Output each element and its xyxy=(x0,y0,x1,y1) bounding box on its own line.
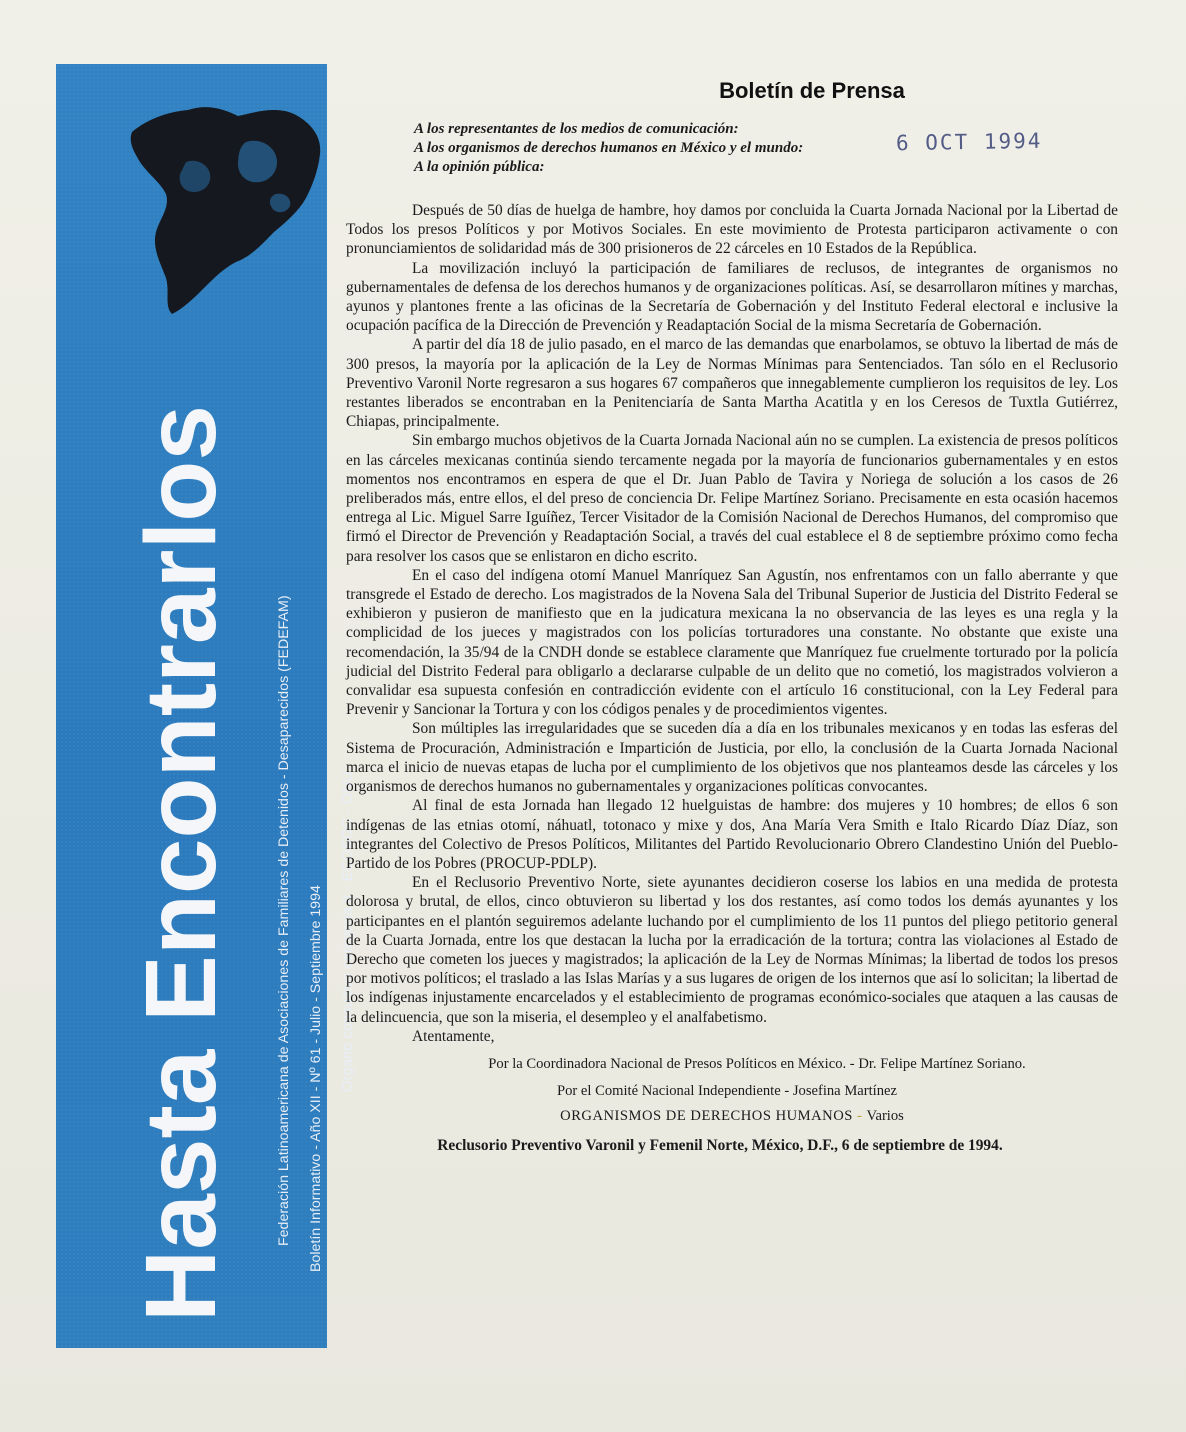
addressee-line: A los organismos de derechos humanos en México y el mundo: xyxy=(414,140,804,156)
paragraph: Sin embargo muchos objetivos de la Cuarta Jornada Nacional aún no se cumplen. La existencia de presos políticos en las cárceles mexicanas continúa siendo tercamente negada por la mayoría de funcionarios gubernamentales y en estos momentos nos encontramos en espera de que el Dr. Juan Pablo de Tavira y Noriega de solución a los casos de 26 preliberados más, entre ellos, el del preso de conciencia Dr. Felipe Martínez Soriano. Precisamente en esta ocasión hacemos entrega al Lic. Miguel Sarre Iguíñez, Tercer Visitador de la Comisión Nacional de Derechos Humanos, del compromiso que firmó el Director de Prevención y Readaptación Social, a través del cual establece el 8 de septiembre próximo como fecha para resolver los casos que se enlistaron en dicho escrito. xyxy=(346,432,1118,565)
page-title: Boletín de Prensa xyxy=(719,78,905,103)
consultative-status: Organo consultivo categoría II - ECOSOC - ONU xyxy=(340,771,356,1092)
signature-dash: - xyxy=(852,1107,867,1124)
latin-america-map-icon xyxy=(126,102,326,322)
addressee-line: A los representantes de los medios de comunicación: xyxy=(414,121,739,137)
signature-line xyxy=(346,1108,1118,1125)
paragraph: En el caso del indígena otomí Manuel Manríquez San Agustín, nos enfrentamos con un fallo aberrante y que transgrede el Estado de derecho. Los magistrados de la Novena Sala del Tribunal Superior de Justicia del Distrito Federal se exhibieron y pusieron de manifiesto que en la judicatura mexicana la no observancia de las leyes es una regla y la complicidad de los jueces y magistrados con los policías torturadores una constante. No obstante que existe una recomendación, la 35/94 de la CNDH donde se establece claramente que Manríquez fue cruelmente torturado por la policía judicial del Distrito Federal para obligarlo a declararse culpable de un delito que no cometió, los magistrados volvieron a convalidar esa supuesta confesión en contradicción evidente con el artículo 16 constitucional, con la Ley Federal para Prevenir y Sancionar la Tortura y con los códigos penales y de procedimientos vigentes. xyxy=(346,566,1118,719)
body-text xyxy=(346,201,1118,1027)
dateline: Reclusorio Preventivo Varonil y Femenil Norte, México, D.F., 6 de septiembre de 1994. xyxy=(437,1136,1003,1154)
signature-org: ORGANISMOS DE DERECHOS HUMANOS xyxy=(560,1107,853,1124)
federation-name: Federación Latinoamericana de Asociaciones de Familiares de Detenidos - Desaparecidos (FEDEFAM) xyxy=(276,595,292,1246)
paragraph: Son múltiples las irregularidades que se suceden día a día en los tribunales mexicanos y en todas las esferas del Sistema de Procuración, Administración e Impartición de Justicia, por ello, la conclusión de la Cuarta Jornada Nacional marca el inicio de nuevas etapas de lucha por el cumplimiento de los objetivos que nos planteamos desde las cárceles y los organismos de derechos humanos no gubernamentales y organizaciones políticas convocantes. xyxy=(346,720,1118,796)
bulletin-issue-info: Boletín Informativo - Año XII - Nº 61 - Julio - Septiembre 1994 xyxy=(308,885,324,1272)
paragraph: A partir del día 18 de julio pasado, en el marco de las demandas que enarbolamos, se obtuvo la libertad de más de 300 presos, la mayoría por la aplicación de la Ley de Normas Mínimas para Sentenciados. Tan sólo en el Reclusorio Preventivo Varonil Norte regresaron a sus hogares 67 compañeros que innegablemente cumplieron los requisitos de ley. Los restantes liberados se encontraban en la Penitenciaría de Santa Martha Acatitla y en los Ceresos de Tuxtla Gutiérrez, Chiapas, principalmente. xyxy=(346,336,1118,431)
paragraph: Al final de esta Jornada han llegado 12 huelguistas de hambre: dos mujeres y 10 hombres; de ellos 6 son indígenas de las etnias otomí, náhuatl, totonaco y mixe y dos, Ana María Vera Smith e Italo Ricardo Díaz Díaz, son integrantes del Colectivo de Presos Políticos, Militantes del Partido Revolucionario Obrero Clandestino Unión del Pueblo-Partido de los Pobres (PROCUP-PDLP). xyxy=(346,797,1118,872)
closing: Atentamente, xyxy=(412,1027,495,1045)
press-release xyxy=(346,78,1118,1155)
show-through-text xyxy=(1132,28,1146,82)
paragraph: La movilización incluyó la participación de familiares de reclusos, de integrantes de organismos no gubernamentales de defensa de los derechos humanos y de organizaciones políticas. Así, se desarrollaron mítines y marchas, ayunos y plantones frente a las oficinas de la Secretaría de Gobernación y del Instituto Federal electoral e inclusive la ocupación pacífica de la Dirección de Prevención y Readaptación Social de la misma Secretaría de Gobernación. xyxy=(346,259,1118,335)
blue-sidebar xyxy=(56,64,356,1348)
signature-line: Por la Coordinadora Nacional de Presos Políticos en México. - Dr. Felipe Martínez Soriano. xyxy=(488,1055,1026,1072)
paragraph: En el Reclusorio Preventivo Norte, siete ayunantes decidieron coserse los labios en una medida de protesta dolorosa y brutal, de ellos, cinco obtuvieron su libertad y los dos restantes, así como todos los demás ayunantes y los participantes en el plantón seguiremos adelante luchando por el cumplimiento de los 11 puntos del pliego petitorio general de la Cuarta Jornada, entre los que destacan la lucha por la erradicación de la tortura; contra las violaciones al Estado de Derecho que cometen los jueces y magistrados; la aplicación de la Ley de Normas Mínimas; la libertad de todos los presos por motivos políticos; el traslado a las Islas Marías y a sus lugares de origen de los internos que así lo solicitan; la libertad de los indígenas injustamente encarcelados y el establecimiento de programas económico-sociales que ataquen a las causas de la delincuencia, que son la miseria, el desempleo y el analfabetismo. xyxy=(346,874,1118,1026)
newsletter-title: Hasta Encontrarlos xyxy=(125,405,237,1322)
addressee-line: A la opinión pública: xyxy=(414,159,545,175)
signature-varios: Varios xyxy=(866,1107,904,1124)
paragraph: Después de 50 días de huelga de hambre, hoy damos por concluida la Cuarta Jornada Nacional por la Libertad de Todos los presos Políticos y por Motivos Sociales. En este movimiento de Protesta participaron activamente o con pronunciamientos de solidaridad más de 300 prisioneros de 22 cárceles en 10 Estados de la República. xyxy=(346,202,1118,258)
signature-line: Por el Comité Nacional Independiente - Josefina Martínez xyxy=(556,1082,897,1099)
date-stamp: 6 OCT 1994 xyxy=(895,128,1043,156)
